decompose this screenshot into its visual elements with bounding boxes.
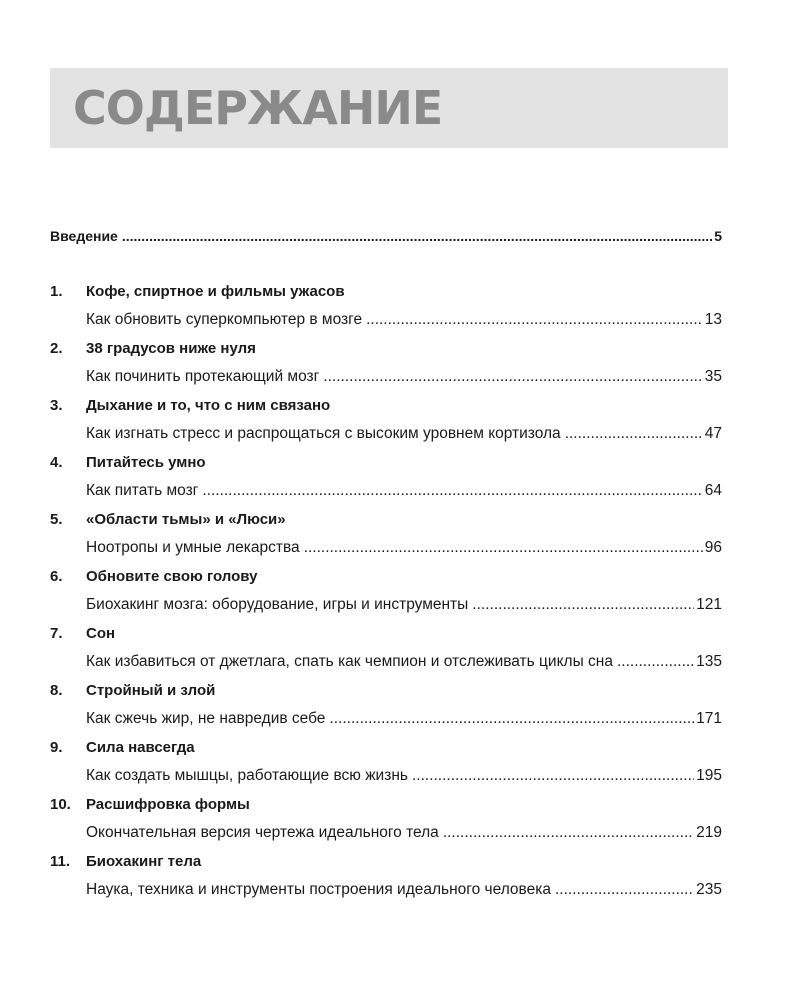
toc-page-number: 235 — [696, 881, 722, 898]
toc-chapter-entry[interactable] — [50, 306, 722, 334]
toc-chapter — [50, 449, 722, 505]
toc-chapter-heading[interactable] — [50, 734, 722, 762]
toc-intro-label: Введение — [50, 228, 118, 244]
toc-page-number: 35 — [704, 368, 722, 385]
toc-chapter-number: 6. — [50, 568, 63, 585]
dot-leader — [304, 534, 703, 562]
toc-chapter-subtitle: Ноотропы и умные лекарства — [86, 539, 300, 556]
toc-chapter-entry[interactable] — [50, 762, 722, 790]
toc-chapter-entry[interactable] — [50, 876, 722, 904]
toc-page-number: 96 — [704, 539, 722, 556]
dot-leader — [565, 420, 703, 448]
dot-leader — [443, 819, 694, 847]
toc-chapter-entry[interactable] — [50, 591, 722, 619]
toc-chapter — [50, 506, 722, 562]
dot-leader — [366, 306, 703, 334]
toc-chapter — [50, 392, 722, 448]
toc-chapter-heading[interactable] — [50, 791, 722, 819]
toc-page-number: 219 — [696, 824, 722, 841]
toc-chapter-entry[interactable] — [50, 420, 722, 448]
toc-chapter-subtitle: Окончательная версия чертежа идеального тела — [86, 824, 439, 841]
toc-chapter-subtitle: Как избавиться от джетлага, спать как чемпион и отслеживать циклы сна — [86, 653, 613, 670]
toc-page-number: 47 — [704, 425, 722, 442]
toc-page-number: 13 — [704, 311, 722, 328]
toc-chapter-number: 11. — [50, 853, 71, 870]
toc-page-number: 135 — [696, 653, 722, 670]
toc-chapter-heading[interactable] — [50, 848, 722, 876]
dot-leader — [617, 648, 694, 676]
toc-chapter-number: 8. — [50, 682, 63, 699]
toc-chapter — [50, 677, 722, 733]
toc-chapter-heading[interactable] — [50, 278, 722, 306]
toc-chapter-entry[interactable] — [50, 705, 722, 733]
dot-leader — [412, 762, 694, 790]
toc-chapter-entry[interactable] — [50, 534, 722, 562]
toc-chapter-entry[interactable] — [50, 477, 722, 505]
toc-page-number: 64 — [704, 482, 722, 499]
toc-chapter-number: 4. — [50, 454, 63, 471]
toc-chapter-subtitle: Как питать мозг — [86, 482, 199, 499]
table-of-contents — [50, 222, 722, 905]
toc-chapter-entry[interactable] — [50, 819, 722, 847]
toc-chapter-heading[interactable] — [50, 392, 722, 420]
toc-chapter — [50, 848, 722, 904]
toc-intro-page: 5 — [714, 228, 722, 244]
toc-chapter-number: 1. — [50, 283, 63, 300]
toc-chapter-number: 5. — [50, 511, 63, 528]
toc-chapter — [50, 278, 722, 334]
toc-chapter — [50, 734, 722, 790]
toc-chapter-heading[interactable] — [50, 620, 722, 648]
toc-chapter-heading[interactable] — [50, 335, 722, 363]
toc-chapter-list — [50, 278, 722, 904]
toc-chapter-subtitle: Биохакинг мозга: оборудование, игры и инструменты — [86, 596, 469, 613]
toc-chapter-title: Дыхание и то, что с ним связано — [86, 397, 331, 414]
dot-leader — [329, 705, 694, 733]
dot-leader — [472, 591, 694, 619]
page-title: СОДЕРЖАНИЕ — [73, 81, 443, 135]
toc-chapter-subtitle: Как изгнать стресс и распрощаться с высоким уровнем кортизола — [86, 425, 561, 442]
toc-chapter-heading[interactable] — [50, 506, 722, 534]
toc-chapter-number: 10. — [50, 796, 71, 813]
toc-chapter-subtitle: Как починить протекающий мозг — [86, 368, 320, 385]
toc-chapter-number: 7. — [50, 625, 63, 642]
toc-chapter-title: Обновите свою голову — [86, 568, 258, 585]
toc-page-number: 195 — [696, 767, 722, 784]
toc-chapter-title: Сон — [86, 625, 116, 642]
toc-page-number: 121 — [696, 596, 722, 613]
toc-chapter-entry[interactable] — [50, 648, 722, 676]
toc-chapter-title: 38 градусов ниже нуля — [86, 340, 256, 357]
toc-page-number: 171 — [696, 710, 722, 727]
toc-chapter-entry[interactable] — [50, 363, 722, 391]
toc-chapter-number: 3. — [50, 397, 63, 414]
toc-chapter — [50, 335, 722, 391]
toc-chapter-title: Кофе, спиртное и фильмы ужасов — [86, 283, 345, 300]
title-band — [50, 68, 728, 148]
toc-chapter-title: Биохакинг тела — [86, 853, 202, 870]
toc-chapter-subtitle: Как создать мышцы, работающие всю жизнь — [86, 767, 408, 784]
toc-chapter-heading[interactable] — [50, 563, 722, 591]
toc-chapter-title: «Области тьмы» и «Люси» — [86, 511, 286, 528]
toc-chapter-heading[interactable] — [50, 449, 722, 477]
dot-leader — [323, 363, 702, 391]
toc-chapter — [50, 791, 722, 847]
toc-spacer — [50, 250, 722, 278]
toc-chapter-subtitle: Как обновить суперкомпьютер в мозге — [86, 311, 363, 328]
toc-chapter-title: Расшифровка формы — [86, 796, 250, 813]
toc-chapter-subtitle: Наука, техника и инструменты построения идеального человека — [86, 881, 551, 898]
dot-leader — [202, 477, 702, 505]
toc-chapter-subtitle: Как сжечь жир, не навредив себе — [86, 710, 326, 727]
toc-chapter-number: 2. — [50, 340, 63, 357]
dot-leader — [122, 222, 712, 250]
dot-leader — [555, 876, 694, 904]
toc-chapter-title: Стройный и злой — [86, 682, 216, 699]
toc-chapter-title: Сила навсегда — [86, 739, 195, 756]
toc-chapter-heading[interactable] — [50, 677, 722, 705]
toc-chapter-number: 9. — [50, 739, 63, 756]
toc-chapter — [50, 620, 722, 676]
toc-chapter-title: Питайтесь умно — [86, 454, 206, 471]
toc-chapter — [50, 563, 722, 619]
toc-intro-entry[interactable] — [50, 222, 722, 250]
